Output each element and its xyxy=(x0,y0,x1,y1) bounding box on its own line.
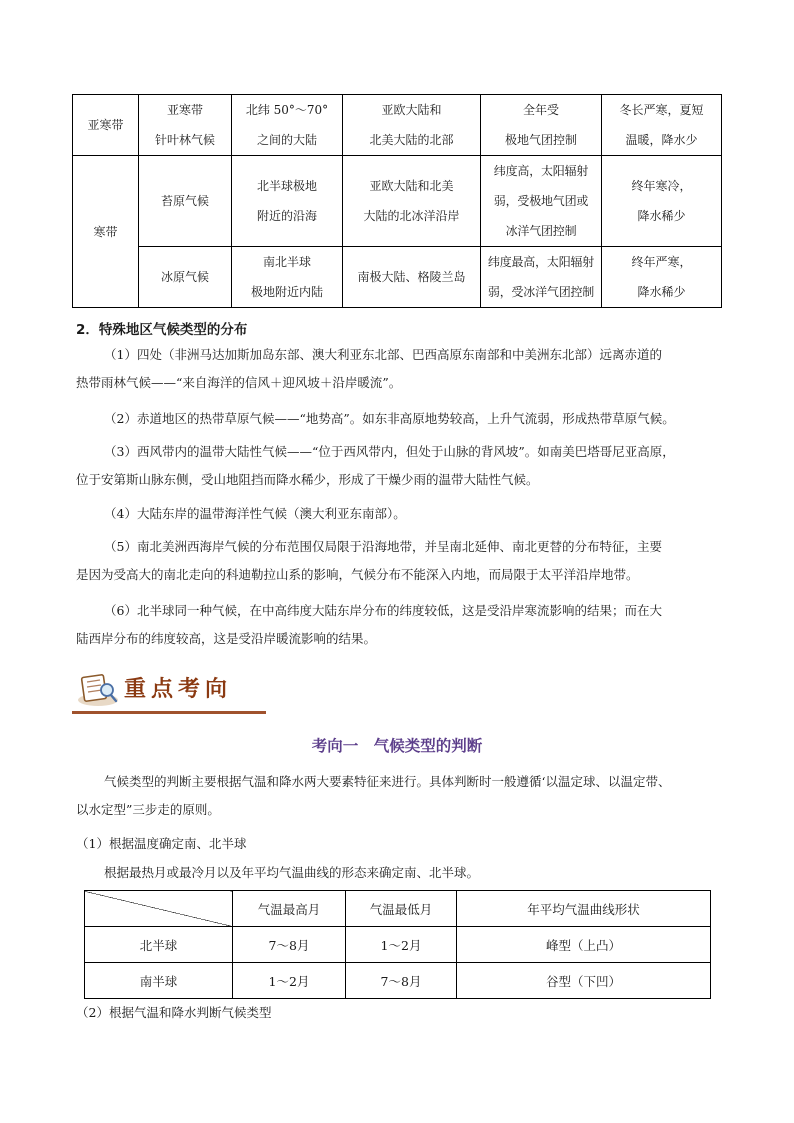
step2-heading: （2）根据气温和降水判断气候类型 xyxy=(76,1005,272,1020)
table-cell: 谷型（下凹） xyxy=(457,963,711,999)
intro-paragraph: 气候类型的判断主要根据气温和降水两大要素特征来进行。具体判断时一般遵循‘以温定球、以温定带、 以水定型”三步走的原则。 xyxy=(76,774,671,817)
latitude-cell: 北半球极地 附近的沿海 xyxy=(232,156,343,247)
row-header: 北半球 xyxy=(85,927,233,963)
climate-cell: 冰原气候 xyxy=(139,247,232,308)
zone-cell: 寒带 xyxy=(73,156,139,308)
banner-label: 重点考向 xyxy=(124,677,233,702)
column-header: 年平均气温曲线形状 xyxy=(457,891,711,927)
latitude-cell: 北纬 50°～70° 之间的大陆 xyxy=(232,95,343,156)
region-cell: 南极大陆、格陵兰岛 xyxy=(343,247,481,308)
table-row xyxy=(73,247,722,308)
table-cell: 7～8月 xyxy=(233,927,346,963)
features-cell: 终年寒冷， 降水稀少 xyxy=(602,156,722,247)
paragraph: （6）北半球同一种气候，在中高纬度大陆东岸分布的纬度较低，这是受沿岸寒流影响的结果；而在大 陆西岸分布的纬度较高，这是受沿岸暖流影响的结果。 xyxy=(76,603,662,646)
notebook-magnifier-icon xyxy=(76,670,120,708)
column-header: 气温最低月 xyxy=(346,891,457,927)
table-row xyxy=(85,927,711,963)
section-title: 考向一 气候类型的判断 xyxy=(311,737,483,755)
table-cell: 7～8月 xyxy=(346,963,457,999)
paragraph: （3）西风带内的温带大陆性气候——“位于西风带内，但处于山脉的背风坡”。如南美巴塔哥尼亚高原， 位于安第斯山脉东侧，受山地阻挡而降水稀少，形成了干燥少雨的温带大陆性气候。 xyxy=(76,444,675,487)
paragraph: （2）赤道地区的热带草原气候——“地势高”。如东非高原地势较高，上升气流弱，形成热带草原气候。 xyxy=(104,411,675,426)
region-cell: 亚欧大陆和 北美大陆的北部 xyxy=(343,95,481,156)
paragraph: （5）南北美洲西海岸气候的分布范围仅局限于沿海地带，并呈南北延伸、南北更替的分布特征，主要 是因为受高大的南北走向的科迪勒拉山系的影响，气候分布不能深入内地，而局限于太平洋沿岸地带。 xyxy=(76,539,662,582)
climate-table xyxy=(72,94,722,308)
climate-cell: 苔原气候 xyxy=(139,156,232,247)
latitude-cell: 南北半球 极地附近内陆 xyxy=(232,247,343,308)
cause-cell: 纬度最高，太阳辐射 弱，受冰洋气团控制 xyxy=(481,247,602,308)
table-cell: 1～2月 xyxy=(346,927,457,963)
table-cell: 峰型（上凸） xyxy=(457,927,711,963)
paragraph: （4）大陆东岸的温带海洋性气候（澳大利亚东南部）。 xyxy=(104,506,406,521)
column-header: 气温最高月 xyxy=(233,891,346,927)
region-cell: 亚欧大陆和北美 大陆的北冰洋沿岸 xyxy=(343,156,481,247)
cause-cell: 纬度高，太阳辐射 弱，受极地气团或 冰洋气团控制 xyxy=(481,156,602,247)
table-row xyxy=(73,156,722,247)
paragraph: （1）四处（非洲马达加斯加岛东部、澳大利亚东北部、巴西高原东南部和中美洲东北部）远离赤道的 热带雨林气候——“来自海洋的信风＋迎风坡＋沿岸暖流”。 xyxy=(76,347,662,390)
hemisphere-table xyxy=(84,890,711,999)
key-points-banner xyxy=(72,668,266,714)
features-cell: 冬长严寒，夏短 温暖，降水少 xyxy=(602,95,722,156)
section-heading: 2．特殊地区气候类型的分布 xyxy=(76,322,248,338)
cause-cell: 全年受 极地气团控制 xyxy=(481,95,602,156)
step1-heading: （1）根据温度确定南、北半球 xyxy=(76,836,247,851)
banner-underline xyxy=(72,711,266,714)
row-header: 南半球 xyxy=(85,963,233,999)
table-row xyxy=(85,963,711,999)
climate-cell: 亚寒带 针叶林气候 xyxy=(139,95,232,156)
table-cell: 1～2月 xyxy=(233,963,346,999)
zone-cell: 亚寒带 xyxy=(73,95,139,156)
step1-description: 根据最热月或最冷月以及年平均气温曲线的形态来确定南、北半球。 xyxy=(104,865,480,880)
table-header-row xyxy=(85,891,711,927)
features-cell: 终年严寒， 降水稀少 xyxy=(602,247,722,308)
table-row xyxy=(73,95,722,156)
diagonal-header-cell xyxy=(85,891,233,927)
